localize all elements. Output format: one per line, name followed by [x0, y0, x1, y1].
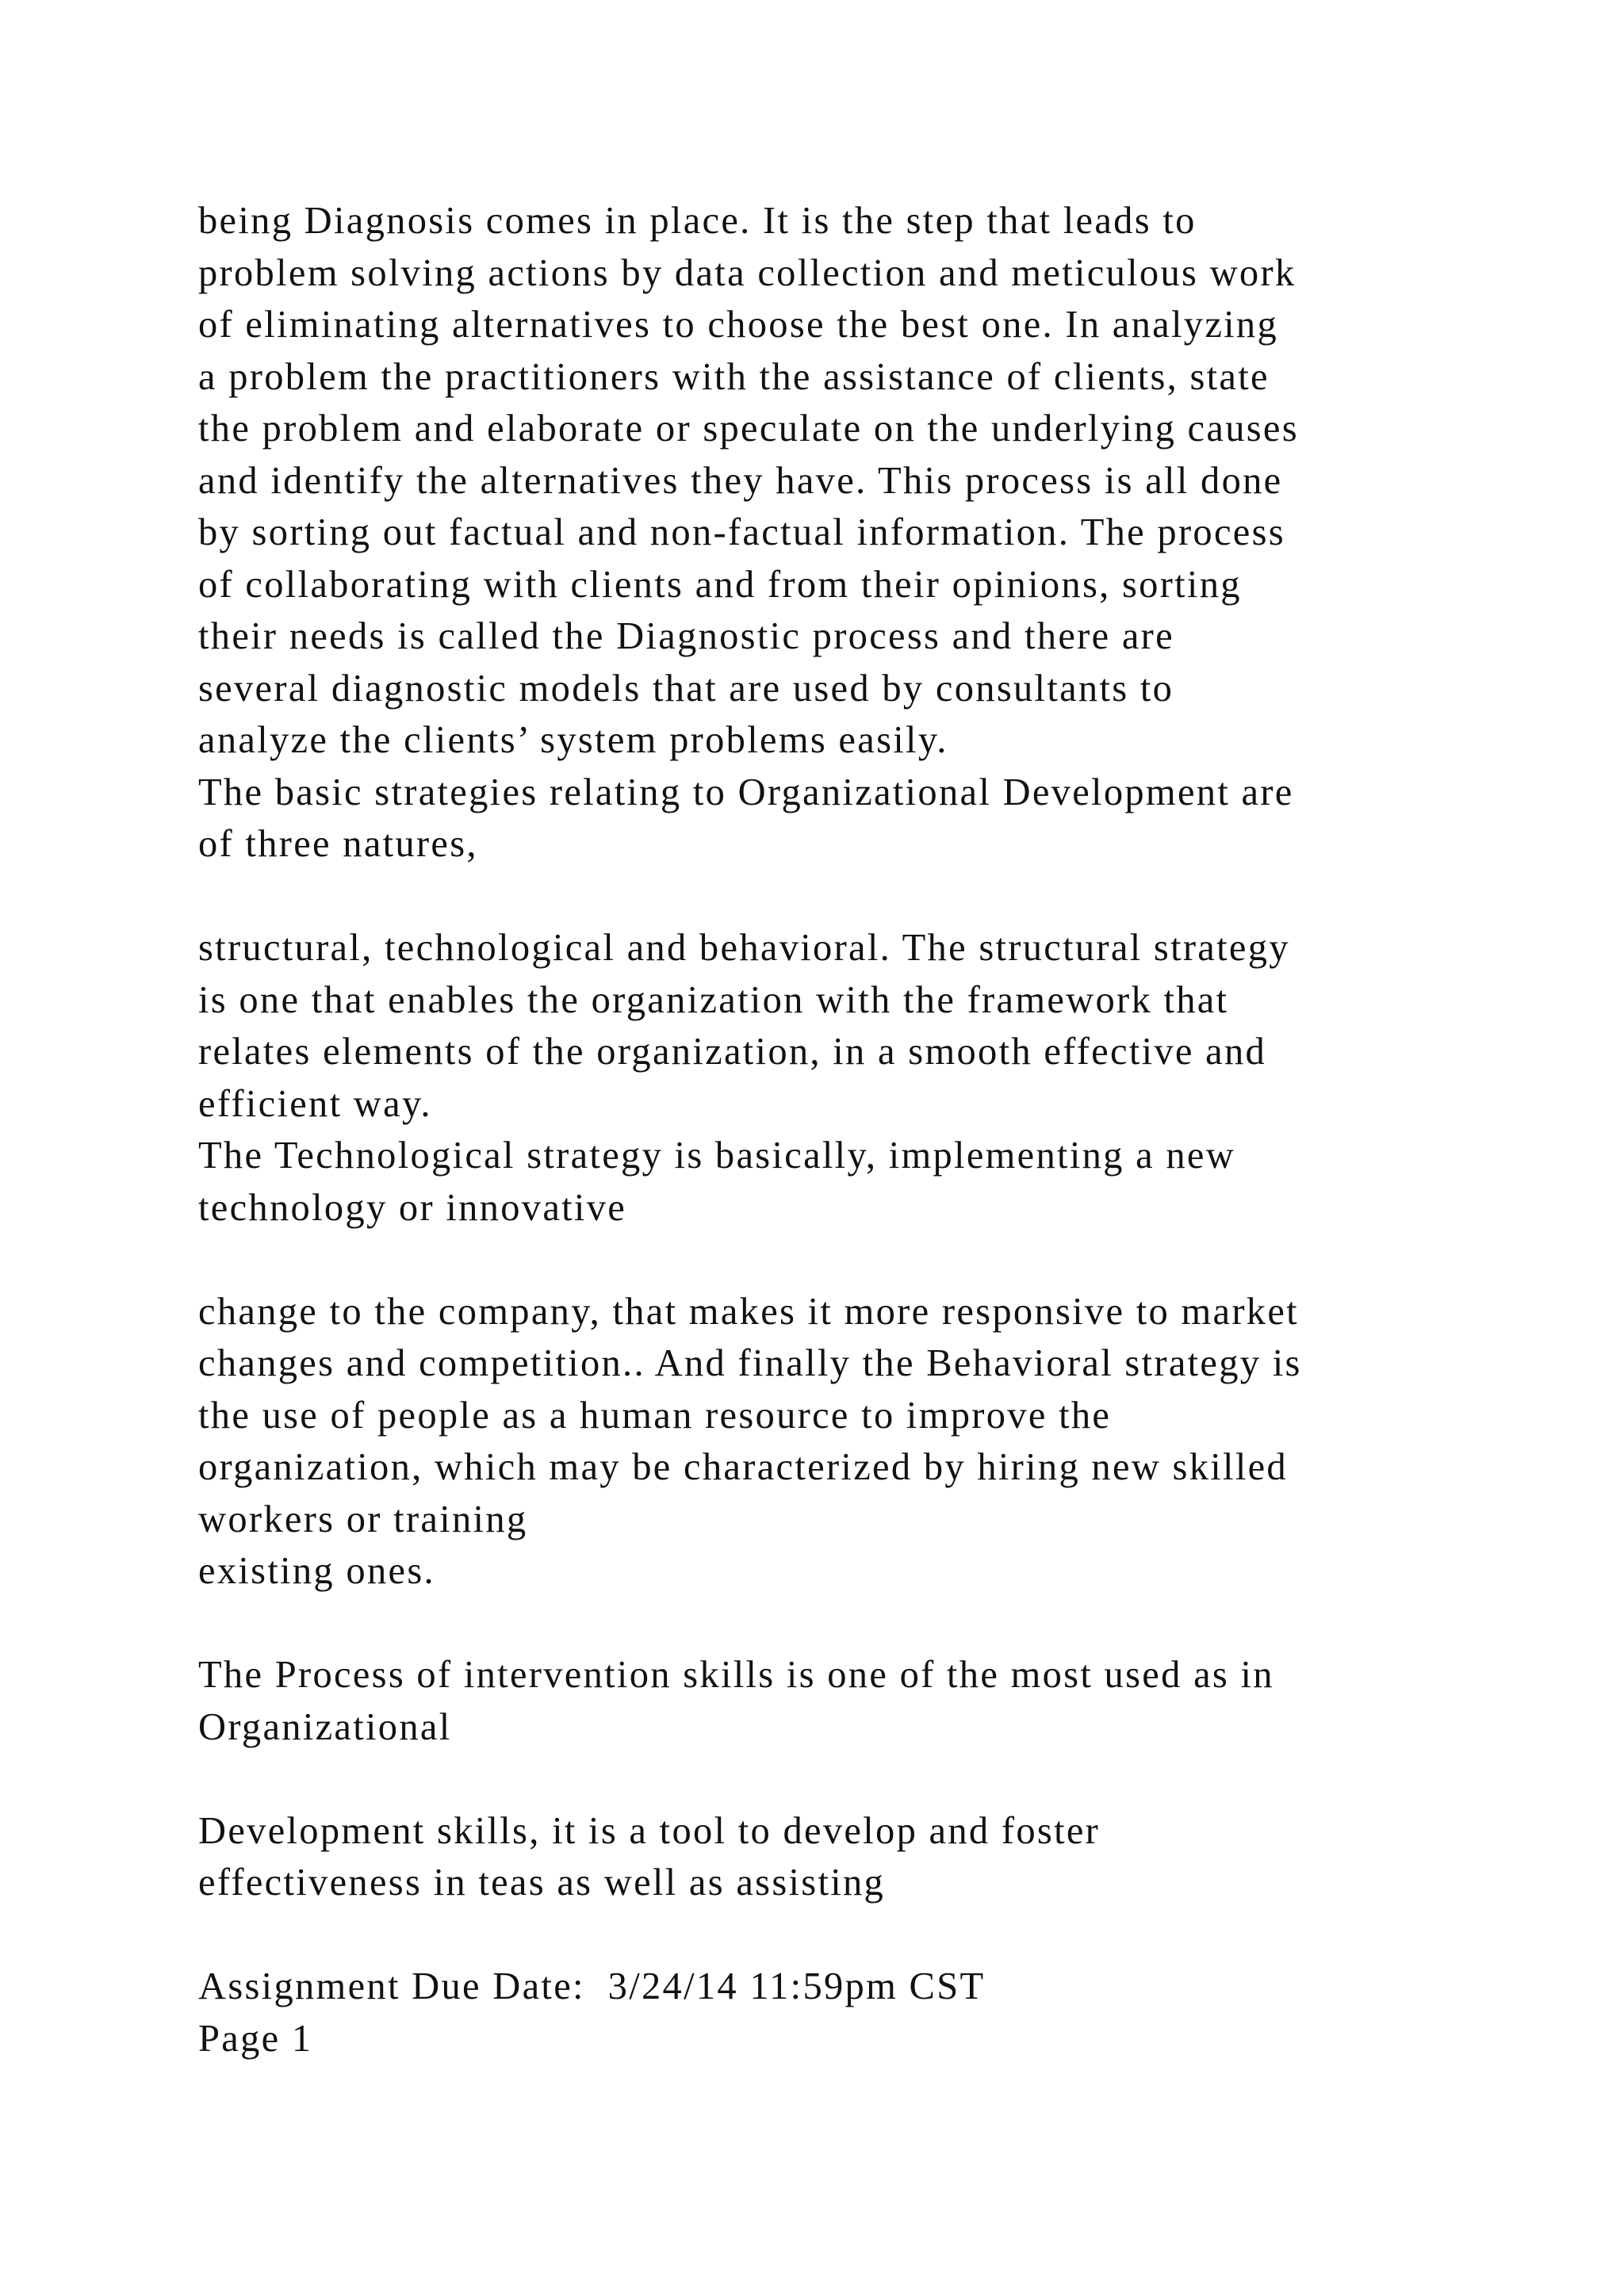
blank-line [198, 1234, 1546, 1286]
text-line: of three natures, [198, 823, 478, 865]
text-line: and identify the alternatives they have. This process is all done [198, 459, 1283, 502]
text-line: The Process of intervention skills is one of the most used as in [198, 1654, 1274, 1696]
text-line: being Diagnosis comes in place. It is the step that leads to [198, 200, 1197, 242]
text-line: Development skills, it is a tool to develop and foster [198, 1809, 1101, 1852]
text-line: organization, which may be characterized by hiring new skilled [198, 1446, 1288, 1488]
text-line: The Technological strategy is basically, implementing a new [198, 1135, 1236, 1177]
text-line: problem solving actions by data collection and meticulous work [198, 251, 1297, 294]
text-line: of collaborating with clients and from their opinions, sorting [198, 563, 1242, 606]
text-line: effectiveness in teas as well as assisting [198, 1862, 886, 1904]
text-line: workers or training [198, 1498, 528, 1540]
text-line: is one that enables the organization with the framework that [198, 978, 1229, 1021]
text-line: The basic strategies relating to Organizational Development are [198, 771, 1294, 813]
text-line: the use of people as a human resource to improve the [198, 1394, 1112, 1437]
text-line: several diagnostic models that are used by consultants to [198, 667, 1174, 710]
blank-line [198, 871, 1546, 923]
text-line: analyze the clients’ system problems easily. [198, 719, 948, 761]
text-line: a problem the practitioners with the assistance of clients, state [198, 355, 1270, 398]
text-line: change to the company, that makes it more responsive to market [198, 1290, 1299, 1333]
text-line: Organizational [198, 1705, 452, 1748]
text-line: relates elements of the organization, in a smooth effective and [198, 1031, 1267, 1073]
text-line: by sorting out factual and non-factual information. The process [198, 511, 1285, 553]
text-line: existing ones. [198, 1550, 435, 1592]
text-line: their needs is called the Diagnostic process and there are [198, 615, 1174, 657]
text-line: changes and competition.. And finally the Behavioral strategy is [198, 1342, 1302, 1384]
blank-line [198, 1753, 1546, 1805]
text-line: of eliminating alternatives to choose the best one. In analyzing [198, 304, 1279, 346]
text-line: the problem and elaborate or speculate on the underlying causes [198, 408, 1299, 450]
due-date-line: Assignment Due Date: 3/24/14 11:59pm CST [198, 1965, 986, 2007]
blank-line [198, 1598, 1546, 1650]
document-text [198, 195, 1546, 2064]
text-line: efficient way. [198, 1082, 432, 1125]
text-line: structural, technological and behavioral. The structural strategy [198, 927, 1290, 969]
text-line: technology or innovative [198, 1186, 627, 1229]
page-number: Page 1 [198, 2017, 313, 2060]
blank-line [198, 1909, 1546, 1961]
